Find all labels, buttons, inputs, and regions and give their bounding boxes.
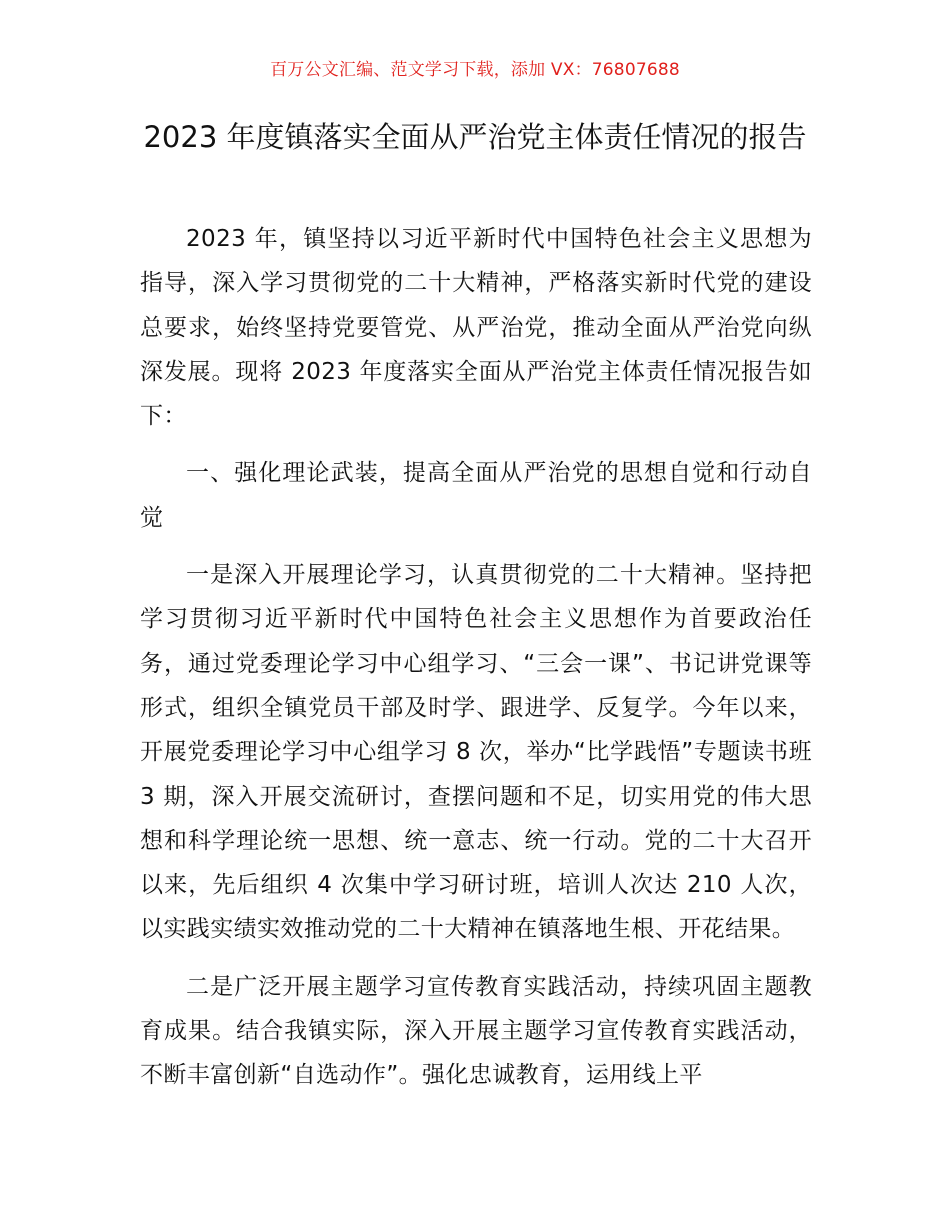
document-body [140,217,812,1111]
paragraph-point-one: 一是深入开展理论学习，认真贯彻党的二十大精神。坚持把学习贯彻习近平新时代中国特色社会主义思想作为首要政治任务，通过党委理论学习中心组学习、“三会一课”、书记讲党课等形式，组织全镇党员干部及时学、跟进学、反复学。今年以来，开展党委理论学习中心组学习 8 次，举办“比学践悟”专题读书班 3 期，深入开展交流研讨，查摆问题和不足，切实用党的伟大思想和科学理论统一思想、统一意志、统一行动。党的二十大召开以来，先后组织 4 次集中学习研讨班，培训人次达 210 人次，以实践实绩实效推动党的二十大精神在镇落地生根、开花结果。 [140,562,812,943]
paragraph-point-two: 二是广泛开展主题学习宣传教育实践活动，持续巩固主题教育成果。结合我镇实际，深入开展主题学习宣传教育实践活动，不断丰富创新“自选动作”。强化忠诚教育，运用线上平 [140,973,812,1089]
section-heading: 一、强化理论武装，提高全面从严治党的思想自觉和行动自觉 [140,460,812,531]
paragraph-intro: 2023 年，镇坚持以习近平新时代中国特色社会主义思想为指导，深入学习贯彻党的二十大精神，严格落实新时代党的建设总要求，始终坚持党要管党、从严治党，推动全面从严治党向纵深发展。现将 2023 年度落实全面从严治党主体责任情况报告如下： [140,226,812,430]
document-title: 2023 年度镇落实全面从严治党主体责任情况的报告 [143,120,807,154]
header-banner: 百万公文汇编、范文学习下载，添加 VX：76807688 [270,60,680,80]
